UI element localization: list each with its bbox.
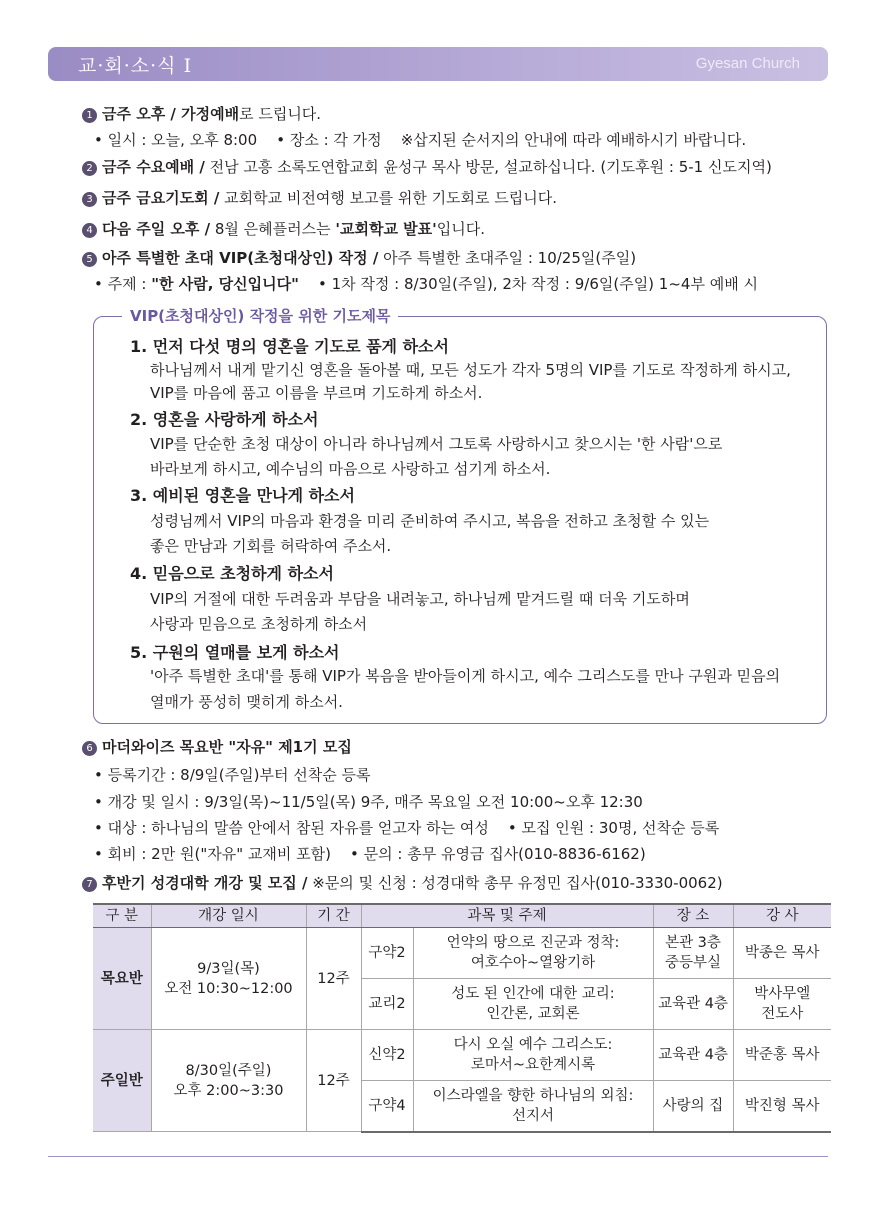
prayer-item-line: 좋은 만남과 기회를 허락하여 주소서. [150, 537, 392, 555]
table-row [93, 928, 831, 979]
bible-college-table [93, 903, 831, 1133]
church-name: Gyesan Church [695, 55, 800, 72]
prayer-item-line: 열매가 풍성히 맺히게 하소서. [150, 693, 343, 711]
notice-6-title: 마더와이즈 목요반 "자유" 제1기 모집 [102, 738, 352, 756]
prayer-item-line: '아주 특별한 초대'를 통해 VIP가 복음을 받아들이게 하시고, 예수 그리스도를 만나 구원과 믿음의 [150, 667, 781, 685]
prayer-item-title: 2. 영혼을 사랑하게 하소서 [130, 410, 319, 429]
notice-1-text: 로 드립니다. [239, 105, 322, 123]
notice-6-line: • 개강 및 일시 : 9/3일(목)~11/5일(목) 9주, 매주 목요일 오전 10:00~오후 12:30 [94, 793, 643, 811]
class-date: 9/3일(목) 오전 10:30~12:00 [151, 928, 306, 1030]
course-code: 구약2 [361, 928, 413, 979]
table-header: 구 분 [93, 904, 151, 928]
notice-2 [82, 157, 772, 177]
course-teacher: 박진형 목사 [733, 1081, 831, 1132]
notice-1-title: 금주 오후 / 가정예배 [102, 105, 240, 123]
notice-4-text: 8월 은혜플러스는 [210, 220, 336, 238]
number-badge-icon: 4 [82, 223, 97, 238]
course-code: 구약4 [361, 1081, 413, 1132]
notice-6-line: • 등록기간 : 8/9일(주일)부터 선착순 등록 [94, 766, 371, 784]
course-place: 교육관 4층 [653, 979, 733, 1030]
notice-7 [82, 873, 723, 893]
theme-label: • 주제 : [94, 275, 152, 293]
prayer-item-title: 3. 예비된 영혼을 만나게 하소서 [130, 486, 355, 505]
notice-6-line: • 회비 : 2만 원("자유" 교재비 포함) • 문의 : 총무 유영금 집사(010-8836-6162) [94, 845, 646, 863]
notice-5-detail [94, 274, 758, 294]
notice-1 [82, 104, 321, 124]
notice-4 [82, 219, 485, 239]
table-header: 장 소 [653, 904, 733, 928]
class-name: 주일반 [93, 1030, 151, 1132]
table-header-row [93, 904, 831, 928]
prayer-item-line: VIP의 거절에 대한 두려움과 부담을 내려놓고, 하나님께 맡겨드릴 때 더욱 기도하며 [150, 590, 690, 608]
prayer-item-line: 사랑과 믿음으로 초청하게 하소서 [150, 615, 368, 633]
pledge-dates: • 1차 작정 : 8/30일(주일), 2차 작정 : 9/6일(주일) 1~4부 예배 시 [298, 275, 758, 293]
table-header: 과목 및 주제 [361, 904, 653, 928]
course-teacher: 박종은 목사 [733, 928, 831, 979]
notice-5-text: 아주 특별한 초대주일 : 10/25일(주일) [378, 249, 637, 267]
notice-4-highlight: '교회학교 발표' [335, 220, 437, 238]
course-teacher: 박준홍 목사 [733, 1030, 831, 1081]
notice-6-line: • 대상 : 하나님의 말씀 안에서 참된 자유를 얻고자 하는 여성 • 모집 인원 : 30명, 선착순 등록 [94, 819, 720, 837]
class-period: 12주 [306, 1030, 361, 1132]
class-name: 목요반 [93, 928, 151, 1030]
header-bar [48, 47, 828, 81]
course-code: 교리2 [361, 979, 413, 1030]
prayer-item-title: 5. 구원의 열매를 보게 하소서 [130, 643, 340, 662]
notice-2-text: 전남 고흥 소록도연합교회 윤성구 목사 방문, 설교하십니다. (기도후원 : 5-1 신도지역) [204, 158, 772, 176]
number-badge-icon: 5 [82, 252, 97, 267]
theme-value: "한 사람, 당신입니다" [151, 275, 299, 293]
number-badge-icon: 2 [82, 161, 97, 176]
prayer-item-line: 바라보게 하시고, 예수님의 마음으로 사랑하고 섬기게 하소서. [150, 460, 551, 478]
prayer-item-title: 1. 먼저 다섯 명의 영혼을 기도로 품게 하소서 [130, 337, 449, 356]
notice-4-text-end: 입니다. [436, 220, 485, 238]
course-topic: 성도 된 인간에 대한 교리: 인간론, 교회론 [413, 979, 653, 1030]
prayer-item-line: 성령님께서 VIP의 마음과 환경을 미리 준비하여 주시고, 복음을 전하고 초청할 수 있는 [150, 512, 710, 530]
notice-5 [82, 248, 636, 268]
notice-4-title: 다음 주일 오후 / [102, 220, 211, 238]
course-place: 본관 3층 중등부실 [653, 928, 733, 979]
notice-6 [82, 737, 352, 757]
course-place: 사랑의 집 [653, 1081, 733, 1132]
number-badge-icon: 1 [82, 108, 97, 123]
class-period: 12주 [306, 928, 361, 1030]
table-header: 기 간 [306, 904, 361, 928]
section-title: 교·회·소·식 I [78, 55, 193, 77]
notice-2-title: 금주 수요예배 / [102, 158, 205, 176]
course-topic: 다시 오실 예수 그리스도: 로마서~요한계시록 [413, 1030, 653, 1081]
number-badge-icon: 3 [82, 192, 97, 207]
notice-3-text: 교회학교 비전여행 보고를 위한 기도회로 드립니다. [219, 189, 558, 207]
number-badge-icon: 6 [82, 741, 97, 756]
prayer-item-line: 하나님께서 내게 맡기신 영혼을 돌아볼 때, 모든 성도가 각자 5명의 VIP를 기도로 작정하게 하시고, [150, 361, 791, 379]
prayer-item-line: VIP를 마음에 품고 이름을 부르며 기도하게 하소서. [150, 384, 483, 402]
table-header: 강 사 [733, 904, 831, 928]
notice-3-title: 금주 금요기도회 / [102, 189, 220, 207]
notice-1-detail: • 일시 : 오늘, 오후 8:00 • 장소 : 각 가정 ※삽지된 순서지의 안내에 따라 예배하시기 바랍니다. [94, 131, 747, 149]
prayer-box-title: VIP(초청대상인) 작정을 위한 기도제목 [122, 305, 398, 327]
notice-3 [82, 188, 557, 208]
table-row [93, 1030, 831, 1081]
course-place: 교육관 4층 [653, 1030, 733, 1081]
table-header: 개강 일시 [151, 904, 306, 928]
course-code: 신약2 [361, 1030, 413, 1081]
course-topic: 이스라엘을 향한 하나님의 외침: 선지서 [413, 1081, 653, 1132]
notice-7-title: 후반기 성경대학 개강 및 모집 / [102, 874, 308, 892]
class-date: 8/30일(주일) 오후 2:00~3:30 [151, 1030, 306, 1132]
number-badge-icon: 7 [82, 877, 97, 892]
prayer-item-title: 4. 믿음으로 초청하게 하소서 [130, 564, 334, 583]
course-topic: 언약의 땅으로 진군과 정착: 여호수아~열왕기하 [413, 928, 653, 979]
prayer-item-line: VIP를 단순한 초청 대상이 아니라 하나님께서 그토록 사랑하시고 찾으시는 '한 사람'으로 [150, 435, 723, 453]
notice-7-text: ※문의 및 신청 : 성경대학 총무 유정민 집사(010-3330-0062) [307, 874, 723, 892]
course-teacher: 박사무엘 전도사 [733, 979, 831, 1030]
footer-divider [48, 1156, 828, 1157]
notice-5-title: 아주 특별한 초대 VIP(초청대상인) 작정 / [102, 249, 379, 267]
